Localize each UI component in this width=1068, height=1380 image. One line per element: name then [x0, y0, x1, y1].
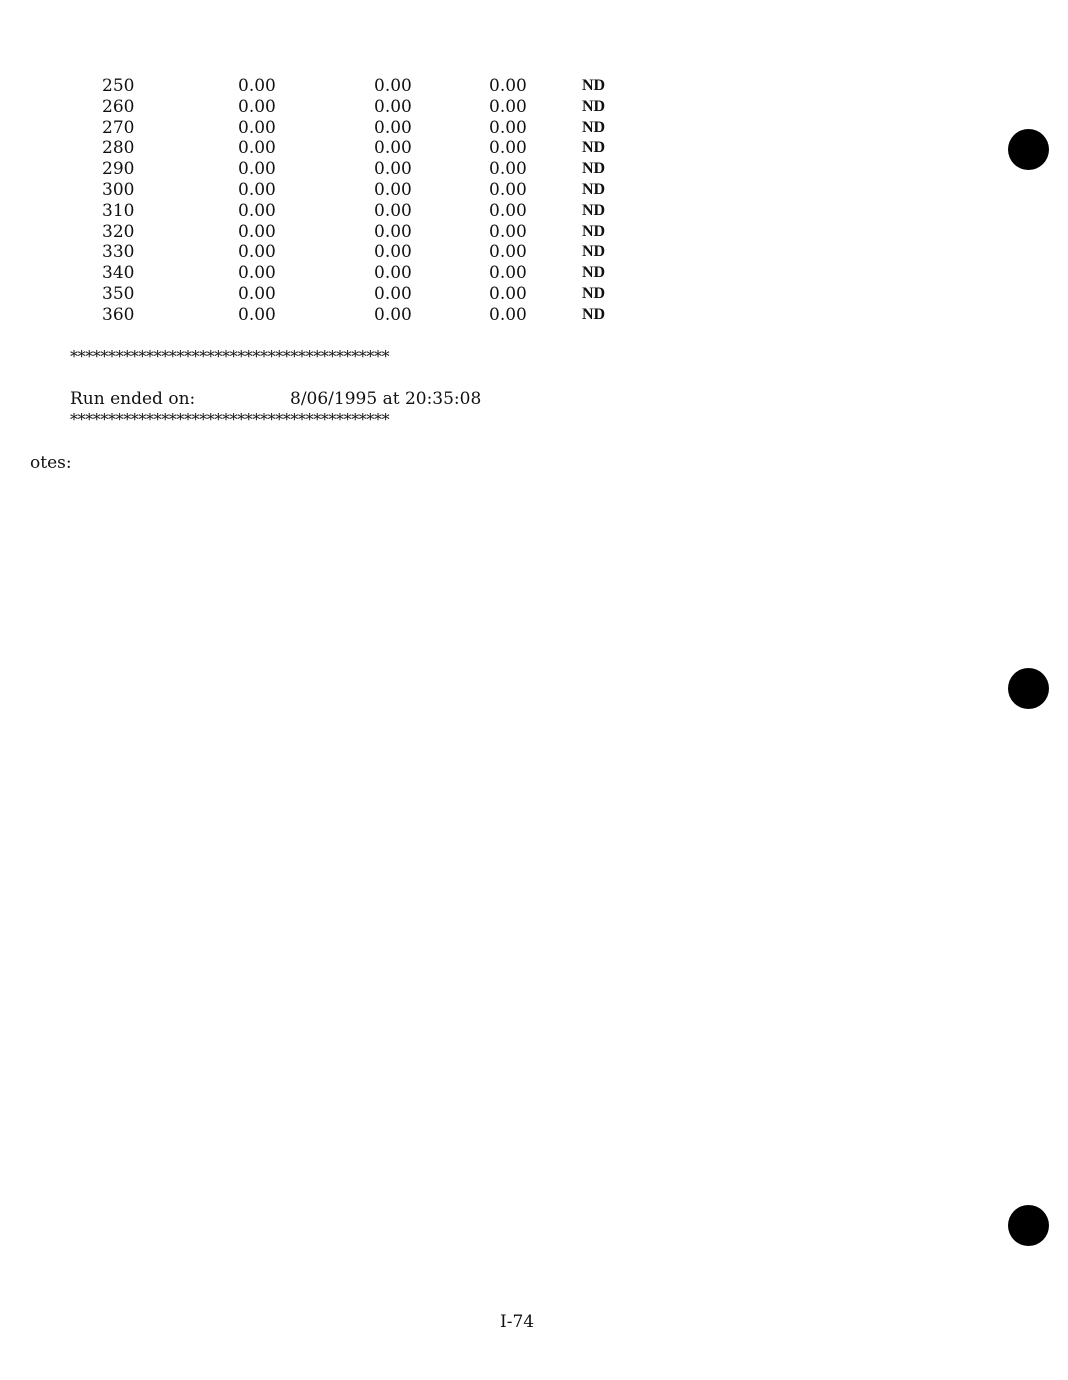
separator-bottom: ******************************************	[70, 410, 390, 429]
data-table	[0, 76, 700, 326]
table-cell: 0.00	[238, 138, 276, 159]
table-row	[0, 159, 700, 180]
table-cell: ND	[582, 284, 606, 302]
table-cell: 0.00	[238, 263, 276, 284]
table-cell: ND	[582, 264, 606, 282]
table-cell: 270	[102, 117, 135, 138]
table-row	[0, 180, 700, 201]
table-row	[0, 118, 700, 139]
table-cell: 310	[102, 200, 135, 221]
table-cell: 0.00	[489, 179, 527, 200]
table-cell: 0.00	[238, 96, 276, 117]
table-cell: 290	[102, 159, 135, 180]
table-row	[0, 76, 700, 97]
table-cell: 0.00	[374, 159, 412, 180]
table-cell: 0.00	[374, 117, 412, 138]
table-cell: 340	[102, 263, 135, 284]
table-row	[0, 242, 700, 263]
table-cell: ND	[582, 139, 606, 157]
table-cell: 0.00	[489, 263, 527, 284]
table-row	[0, 263, 700, 284]
table-cell: 0.00	[374, 304, 412, 325]
table-cell: 0.00	[489, 304, 527, 325]
table-row	[0, 138, 700, 159]
table-cell: ND	[582, 77, 606, 94]
table-cell: 0.00	[374, 200, 412, 221]
run-ended-value: 8/06/1995 at 20:35:08	[290, 389, 482, 409]
table-cell: ND	[582, 160, 606, 178]
table-row	[0, 222, 700, 243]
table-cell: ND	[582, 243, 606, 261]
punch-hole-icon	[1008, 668, 1049, 709]
table-cell: 0.00	[374, 263, 412, 284]
table-cell: ND	[582, 222, 606, 240]
table-cell: 0.00	[238, 159, 276, 180]
table-cell: 0.00	[489, 159, 527, 180]
table-cell: 0.00	[238, 283, 276, 304]
table-cell: 0.00	[489, 117, 527, 138]
table-cell: ND	[582, 118, 606, 136]
table-cell: 0.00	[489, 96, 527, 117]
table-cell: 0.00	[489, 138, 527, 159]
table-cell: 0.00	[374, 283, 412, 304]
table-cell: 0.00	[374, 138, 412, 159]
table-cell: 0.00	[489, 283, 527, 304]
table-cell: ND	[582, 201, 606, 219]
table-cell: 0.00	[489, 242, 527, 263]
table-cell: 320	[102, 221, 135, 242]
table-cell: ND	[582, 97, 606, 115]
notes-label: otes:	[30, 453, 72, 473]
table-cell: 0.00	[238, 76, 276, 96]
table-cell: 0.00	[238, 200, 276, 221]
table-cell: 0.00	[489, 221, 527, 242]
table-cell: 0.00	[238, 221, 276, 242]
table-cell: 360	[102, 304, 135, 325]
separator-top: ******************************************	[70, 347, 390, 366]
table-cell: 350	[102, 283, 135, 304]
table-cell: 0.00	[374, 76, 412, 96]
table-cell: ND	[582, 180, 606, 198]
table-cell: ND	[582, 305, 606, 323]
table-cell: 0.00	[238, 242, 276, 263]
table-cell: 0.00	[489, 200, 527, 221]
table-cell: 0.00	[374, 96, 412, 117]
table-row	[0, 305, 700, 326]
page-number: I-74	[500, 1312, 535, 1332]
punch-hole-icon	[1008, 129, 1049, 170]
table-cell: 280	[102, 138, 135, 159]
table-row	[0, 284, 700, 305]
table-cell: 260	[102, 96, 135, 117]
table-cell: 0.00	[374, 242, 412, 263]
table-cell: 0.00	[374, 179, 412, 200]
table-cell: 0.00	[238, 117, 276, 138]
table-row	[0, 97, 700, 118]
table-cell: 300	[102, 179, 135, 200]
run-ended-label: Run ended on:	[70, 389, 196, 409]
table-cell: 330	[102, 242, 135, 263]
table-cell: 0.00	[238, 179, 276, 200]
table-cell: 0.00	[374, 221, 412, 242]
table-cell: 0.00	[238, 304, 276, 325]
punch-hole-icon	[1008, 1205, 1049, 1246]
table-row	[0, 201, 700, 222]
table-cell: 0.00	[489, 76, 527, 96]
table-cell: 250	[102, 76, 135, 96]
